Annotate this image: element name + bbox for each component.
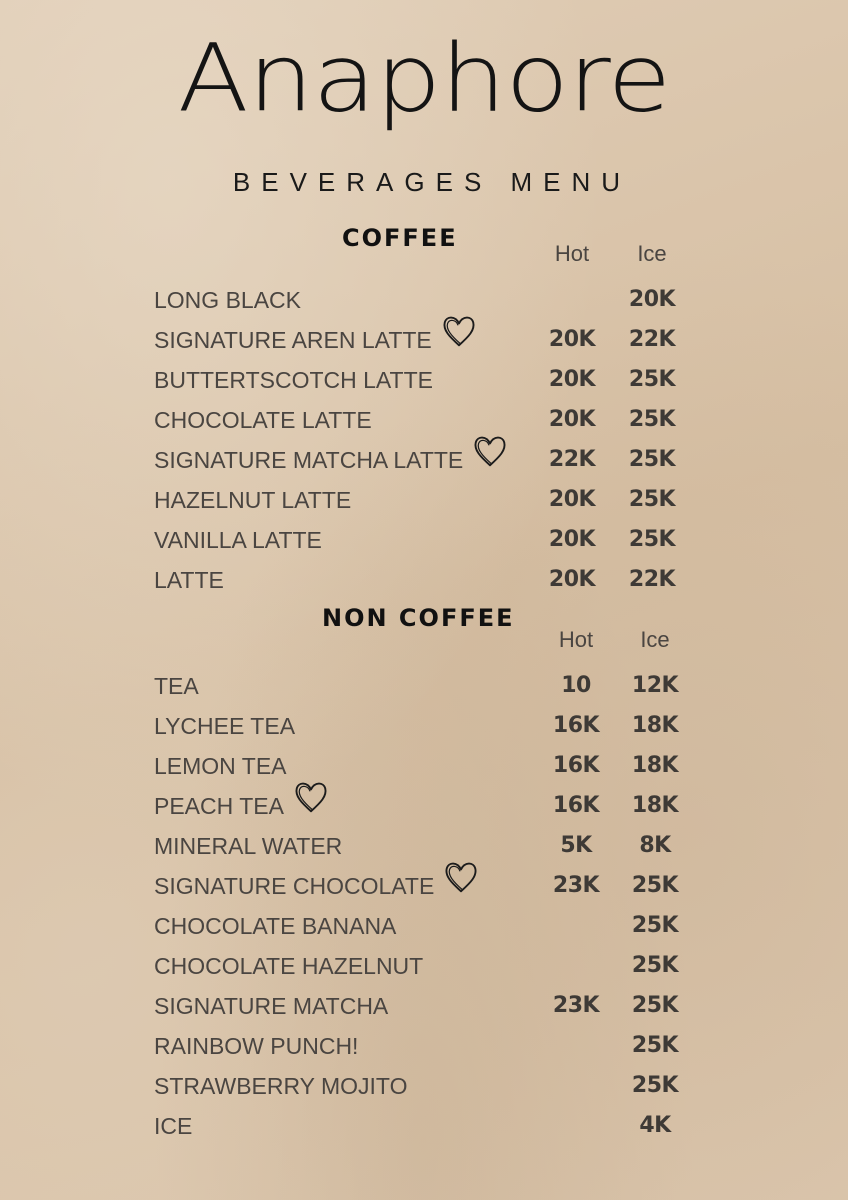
ice-price: 22K: [628, 567, 676, 592]
non-coffee-item-row: [0, 946, 848, 986]
coffee-item-row: [0, 320, 848, 360]
hot-price: 20K: [548, 487, 596, 512]
non-coffee-item-row: [0, 906, 848, 946]
ice-price: 25K: [628, 447, 676, 472]
ice-price: 25K: [631, 993, 679, 1018]
ice-price: 25K: [628, 367, 676, 392]
coffee-item-row: [0, 440, 848, 480]
item-name: CHOCOLATE HAZELNUT: [154, 953, 424, 979]
non-coffee-item-row: [0, 1066, 848, 1106]
ice-price: 12K: [631, 673, 679, 698]
item-name: PEACH TEA: [154, 793, 284, 819]
hot-price: 20K: [548, 407, 596, 432]
coffee-item-row: [0, 360, 848, 400]
hot-price: 16K: [552, 793, 600, 818]
brand-title: Anaphore: [177, 23, 671, 133]
item-name: SIGNATURE CHOCOLATE: [154, 873, 435, 899]
coffee-item-row: [0, 280, 848, 320]
non-coffee-item-row: [0, 986, 848, 1026]
item-name: BUTTERTSCOTCH LATTE: [154, 367, 433, 393]
item-name: LEMON TEA: [154, 753, 287, 779]
ice-price: 18K: [631, 713, 679, 738]
non-coffee-item-row: [0, 866, 848, 906]
hot-price: 23K: [552, 993, 600, 1018]
item-name: SIGNATURE MATCHA LATTE: [154, 447, 464, 473]
ice-price: 25K: [628, 487, 676, 512]
item-name: SIGNATURE AREN LATTE: [154, 327, 432, 353]
non-coffee-item-row: [0, 666, 848, 706]
item-name: CHOCOLATE LATTE: [154, 407, 372, 433]
item-name: LATTE: [154, 567, 224, 593]
item-name: CHOCOLATE BANANA: [154, 913, 397, 939]
coffee-section-title: COFFEE: [342, 224, 458, 252]
ice-price: 25K: [631, 1073, 679, 1098]
ice-price: 18K: [631, 753, 679, 778]
ice-price: 25K: [631, 1033, 679, 1058]
ice-price: 18K: [631, 793, 679, 818]
item-name: TEA: [154, 673, 199, 699]
hot-price: 23K: [552, 873, 600, 898]
item-name: LONG BLACK: [154, 287, 301, 313]
menu-subtitle: BEVERAGES MENU: [232, 167, 632, 197]
item-name: MINERAL WATER: [154, 833, 343, 859]
ice-price: 25K: [631, 913, 679, 938]
ice-price: 22K: [628, 327, 676, 352]
non-coffee-item-row: [0, 1106, 848, 1146]
non-coffee-item-row: [0, 706, 848, 746]
item-name: ICE: [154, 1113, 193, 1139]
non-coffee-item-row: [0, 1026, 848, 1066]
hot-price: 20K: [548, 327, 596, 352]
item-name: SIGNATURE MATCHA: [154, 993, 389, 1019]
coffee-item-row: [0, 400, 848, 440]
hot-price: 20K: [548, 367, 596, 392]
heart-icon: [442, 858, 480, 896]
item-name: HAZELNUT LATTE: [154, 487, 352, 513]
hot-price: 5K: [560, 833, 592, 858]
ice-price: 25K: [628, 527, 676, 552]
coffee-item-row: [0, 480, 848, 520]
hot-price: 16K: [552, 753, 600, 778]
hot-price: 20K: [548, 527, 596, 552]
hot-price: 10: [561, 673, 591, 698]
item-name: STRAWBERRY MOJITO: [154, 1073, 408, 1099]
non-coffee-hot-header: Hot: [558, 627, 594, 652]
ice-price: 4K: [639, 1113, 671, 1138]
hot-price: 20K: [548, 567, 596, 592]
item-name: VANILLA LATTE: [154, 527, 322, 553]
non-coffee-item-row: [0, 826, 848, 866]
ice-price: 8K: [639, 833, 671, 858]
ice-price: 25K: [631, 953, 679, 978]
non-coffee-ice-header: Ice: [640, 627, 670, 652]
heart-icon: [440, 312, 478, 350]
non-coffee-section-title: NON COFFEE: [322, 604, 515, 632]
item-name: LYCHEE TEA: [154, 713, 296, 739]
coffee-hot-header: Hot: [554, 241, 590, 266]
coffee-item-row: [0, 520, 848, 560]
hot-price: 22K: [548, 447, 596, 472]
hot-price: 16K: [552, 713, 600, 738]
non-coffee-item-row: [0, 786, 848, 826]
heart-icon: [471, 432, 509, 470]
ice-price: 20K: [628, 287, 676, 312]
ice-price: 25K: [631, 873, 679, 898]
heart-icon: [292, 778, 330, 816]
coffee-ice-header: Ice: [637, 241, 667, 266]
non-coffee-item-row: [0, 746, 848, 786]
coffee-item-row: [0, 560, 848, 600]
item-name: RAINBOW PUNCH!: [154, 1033, 359, 1059]
ice-price: 25K: [628, 407, 676, 432]
